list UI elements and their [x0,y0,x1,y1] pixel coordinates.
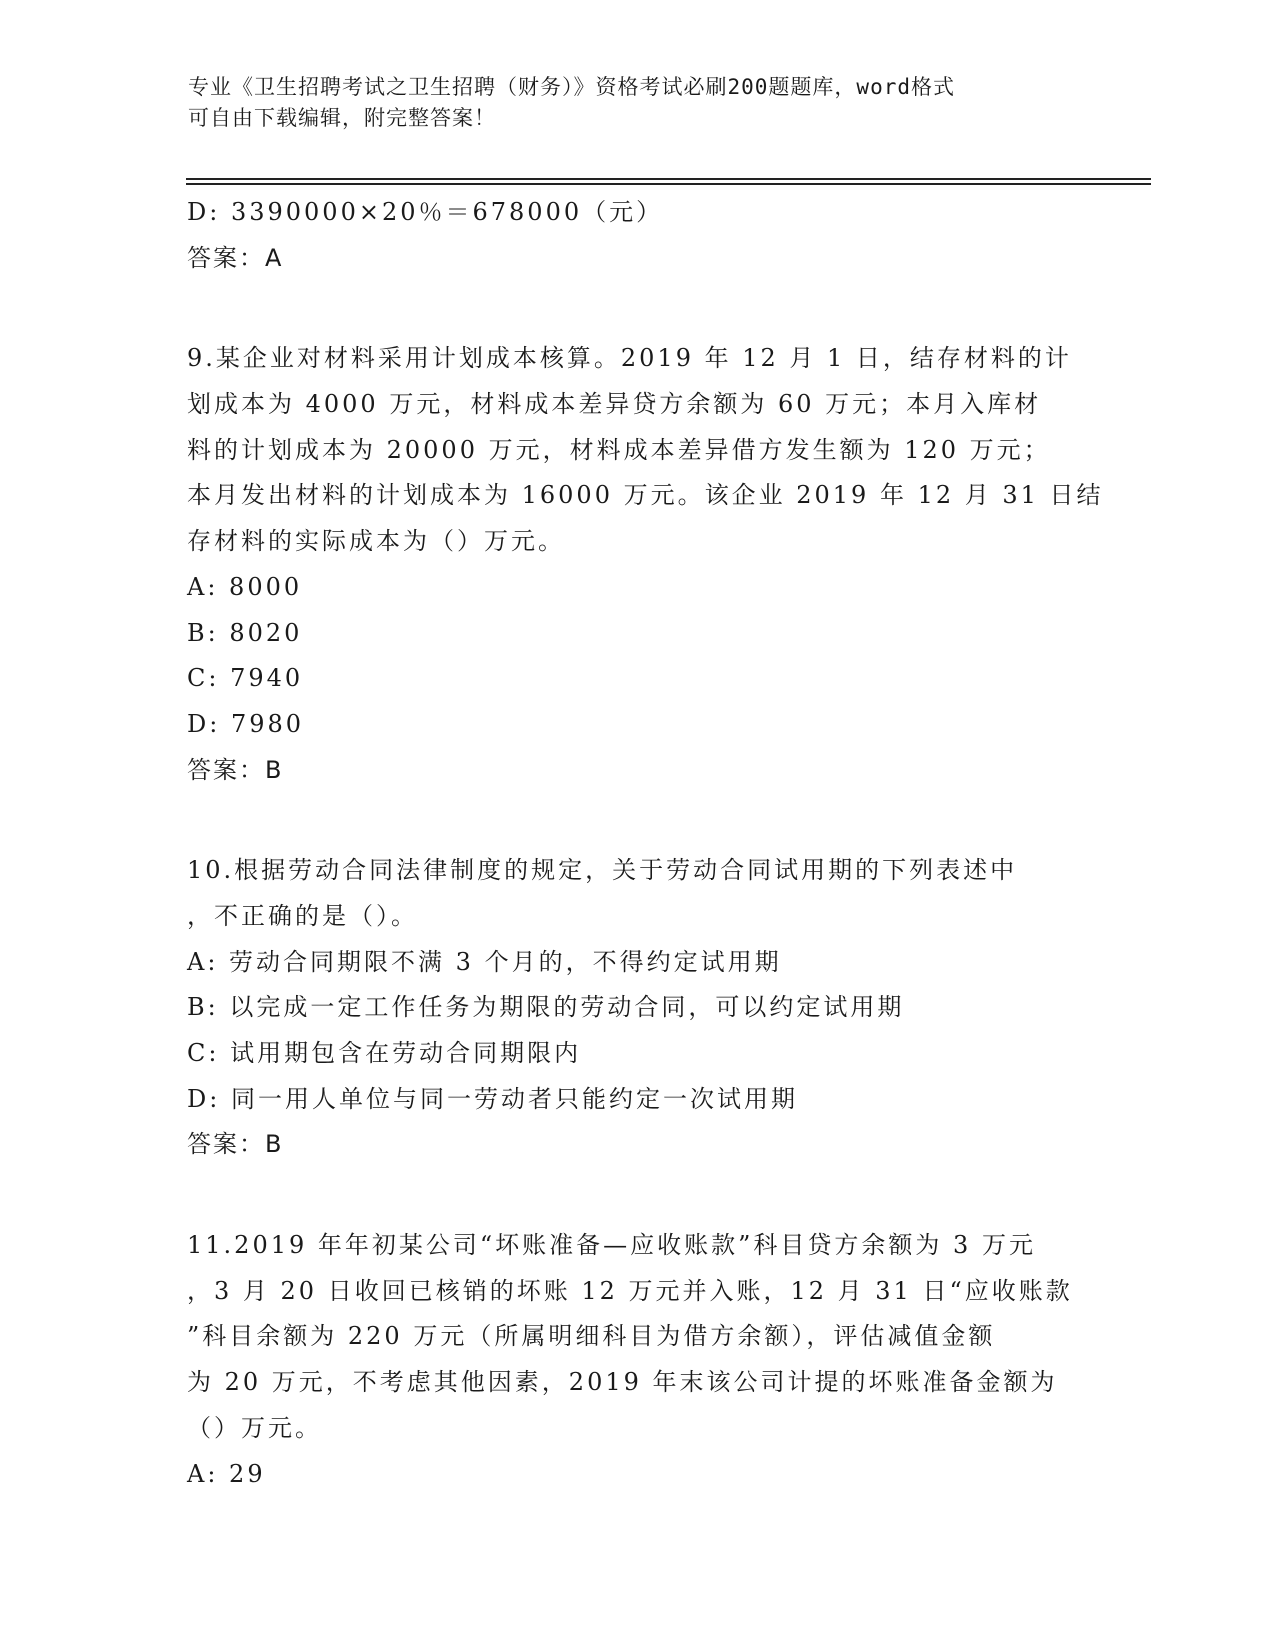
option-b: B: 8020 [187,618,303,647]
previous-question-tail [187,190,1087,281]
answer: 答案：A [187,243,284,272]
spacer [187,1168,1087,1223]
option-d: D: 3390000×20％＝678000（元） [187,198,664,226]
option-a: A: 29 [187,1459,266,1488]
question-text-line: 存材料的实际成本为（）万元。 [187,527,565,556]
question-text-line: （）万元。 [187,1413,322,1442]
question-text-line: ，3 月 20 日收回已核销的坏账 12 万元并入账，12 月 31 日“应收账款 [187,1276,1073,1305]
question-11 [187,1223,1087,1497]
question-text-line: 划成本为 4000 万元，材料成本差异贷方余额为 60 万元；本月入库材 [187,390,1042,419]
question-9 [187,336,1104,793]
option-a: A: 8000 [187,572,303,601]
answer: 答案：B [187,755,284,784]
answer: 答案：B [187,1130,284,1159]
question-text-line: 9.某企业对材料采用计划成本核算。2019 年 12 月 1 日，结存材料的计 [187,344,1072,373]
header-divider-bottom [186,183,1151,185]
header-line-2: 可自由下载编辑，附完整答案！ [188,106,496,130]
option-d: D: 7980 [187,709,305,738]
header-line-1: 专业《卫生招聘考试之卫生招聘（财务）》资格考试必刷200题题库，word格式 [188,75,955,99]
spacer [187,793,1087,848]
question-text-line: ，不正确的是（）。 [187,901,418,930]
page-header [188,72,1088,134]
question-text-line: 料的计划成本为 20000 万元，材料成本差异借方发生额为 120 万元； [187,435,1051,464]
question-text-line: 为 20 万元，不考虑其他因素，2019 年末该公司计提的坏账准备金额为 [187,1368,1058,1397]
option-d: D: 同一用人单位与同一劳动者只能约定一次试用期 [187,1084,798,1113]
question-text-line: ”科目余额为 220 万元（所属明细科目为借方余额），评估减值金额 [187,1322,996,1351]
option-a: A: 劳动合同期限不满 3 个月的，不得约定试用期 [187,947,782,976]
option-c: C: 试用期包含在劳动合同期限内 [187,1039,582,1067]
header-divider-top [186,178,1151,180]
option-c: C: 7940 [187,664,304,693]
document-body [187,190,1104,1497]
question-text-line: 11.2019 年年初某公司“坏账准备—应收账款”科目贷方余额为 3 万元 [187,1231,1036,1260]
question-text-line: 本月发出材料的计划成本为 16000 万元。该企业 2019 年 12 月 31 日结 [187,481,1104,510]
option-b: B: 以完成一定工作任务为期限的劳动合同，可以约定试用期 [187,993,905,1022]
spacer [187,281,1087,336]
question-text-line: 10.根据劳动合同法律制度的规定，关于劳动合同试用期的下列表述中 [187,856,1018,885]
question-10 [187,848,1087,1168]
